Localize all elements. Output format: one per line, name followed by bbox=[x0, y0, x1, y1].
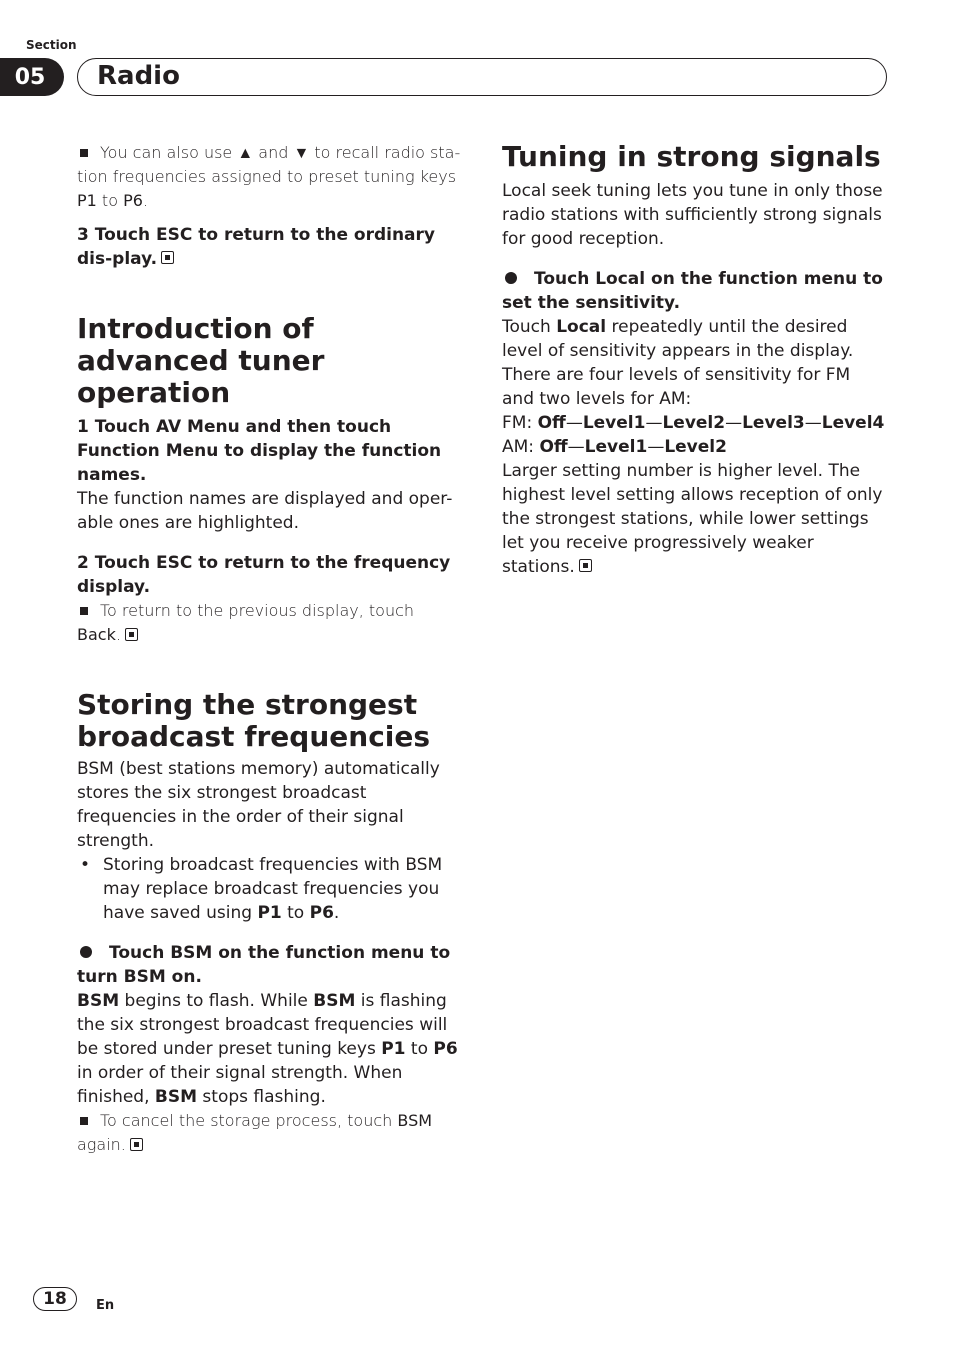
language-code: En bbox=[96, 1298, 115, 1313]
round-bullet-icon bbox=[505, 272, 517, 284]
square-bullet-icon bbox=[80, 1117, 88, 1125]
section-number-badge: 05 bbox=[0, 58, 64, 96]
right-column bbox=[502, 141, 886, 579]
square-bullet-icon bbox=[80, 607, 88, 615]
step-3-touch-esc: 3 Touch ESC to return to the ordinary dis-play. bbox=[77, 225, 435, 269]
bsm-list-item: • Storing broadcast frequencies with BSM may replace broadcast frequencies you have saved using P1 to P6. bbox=[80, 855, 443, 923]
page-number: 18 bbox=[33, 1287, 77, 1311]
local-instruction: Touch Local repeatedly until the desired level of sensitivity appears in the display. bbox=[502, 317, 854, 361]
section-title-bar bbox=[77, 58, 887, 96]
step-touch-bsm: Touch BSM on the function menu to turn BSM on. bbox=[77, 943, 451, 987]
note-back: To return to the previous display, touch Back. bbox=[77, 601, 415, 644]
left-column bbox=[77, 141, 463, 1157]
bsm-body: BSM (best stations memory) automatically stores the six strongest broadcast frequencies in the order of their signal strength. bbox=[77, 759, 440, 851]
step-2-touch-esc: 2 Touch ESC to return to the frequency display. bbox=[77, 553, 451, 597]
intro-body: The function names are displayed and oper-able ones are highlighted. bbox=[77, 489, 453, 533]
sensitivity-levels-intro: There are four levels of sensitivity for FM and two levels for AM: bbox=[502, 365, 851, 409]
note-cancel-storage: To cancel the storage process, touch BSM again. bbox=[77, 1111, 433, 1154]
heading-introduction-advanced-tuner: Introduction of advanced tuner operation bbox=[77, 312, 325, 409]
local-seek-body: Local seek tuning lets you tune in only those radio stations with sufficiently strong signals for good reception. bbox=[502, 181, 883, 249]
level-explanation: Larger setting number is higher level. The highest level setting allows reception of only the strongest stations, while lower settings let you receive progressively weaker stations. bbox=[502, 461, 883, 577]
step-1-touch-av-menu: 1 Touch AV Menu and then touch Function Menu to display the function names. bbox=[77, 417, 442, 485]
heading-tuning-strong-signals: Tuning in strong signals bbox=[502, 140, 881, 173]
am-levels: AM: Off—Level1—Level2 bbox=[502, 437, 727, 457]
note-preset-recall: You can also use ▲ and ▼ to recall radio sta-tion frequencies assigned to preset tuning keys P1 to P6. bbox=[77, 143, 461, 210]
end-mark-icon bbox=[130, 1138, 143, 1151]
bullet-icon: • bbox=[80, 855, 91, 875]
heading-storing-strongest: Storing the strongest broadcast frequencies bbox=[77, 688, 431, 753]
end-mark-icon bbox=[161, 251, 174, 264]
step-touch-local: Touch Local on the function menu to set the sensitivity. bbox=[502, 269, 883, 313]
fm-levels: FM: Off—Level1—Level2—Level3—Level4 bbox=[502, 413, 885, 433]
bsm-description: BSM begins to flash. While BSM is flashing the six strongest broadcast frequencies will be stored under preset tuning keys P1 to P6 in order of their signal strength. When finished, BSM stops flashing. bbox=[77, 991, 458, 1107]
end-mark-icon bbox=[579, 559, 592, 572]
round-bullet-icon bbox=[80, 946, 92, 958]
section-label: Section bbox=[26, 38, 77, 52]
square-bullet-icon bbox=[80, 149, 88, 157]
end-mark-icon bbox=[125, 628, 138, 641]
section-title: Radio bbox=[97, 61, 180, 91]
